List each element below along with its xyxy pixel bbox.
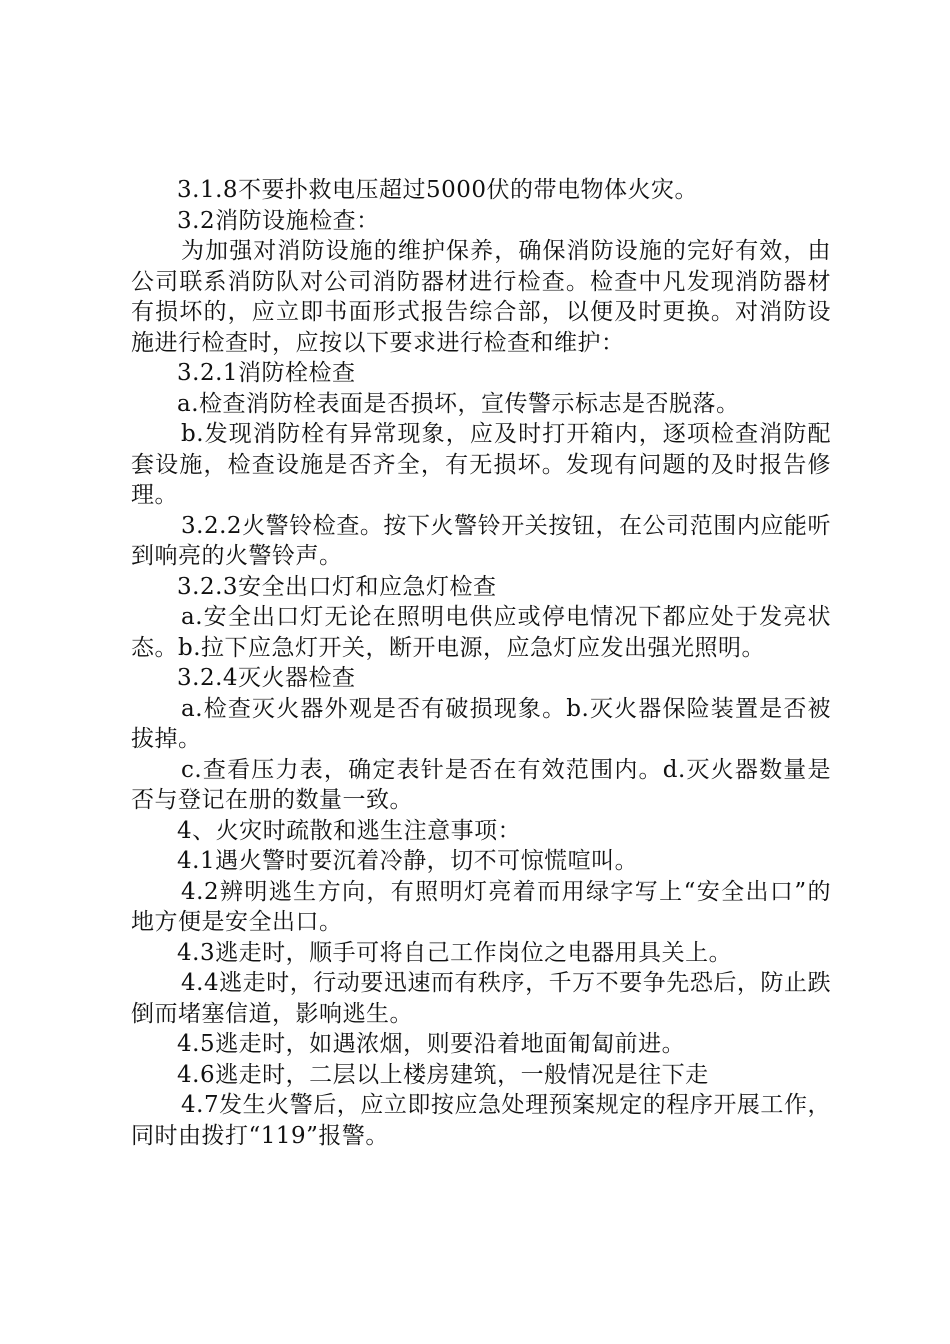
paragraph-4-6: 4.6逃走时，二层以上楼房建筑，一般情况是往下走	[177, 1061, 709, 1088]
paragraph-4-2: 4.2辨明逃生方向，有照明灯亮着而用绿字写上“安全出口”的地方便是安全出口。	[131, 878, 831, 935]
paragraph-3-2-3-ab: a.安全出口灯无论在照明电供应或停电情况下都应处于发亮状态。b.拉下应急灯开关，断开电源，应急灯应发出强光照明。	[131, 604, 831, 661]
paragraph-3-2-2: 3.2.2火警铃检查。按下火警铃开关按钮，在公司范围内应能听到响亮的火警铃声。	[131, 512, 831, 569]
heading-3-2: 3.2消防设施检查：	[177, 207, 380, 234]
paragraph-3-2-1-b: b.发现消防栓有异常现象，应及时打开箱内，逐项检查消防配套设施，检查设施是否齐全，有无损坏。发现有问题的及时报告修理。	[131, 421, 831, 508]
heading-3-2-1: 3.2.1消防栓检查	[177, 360, 356, 386]
paragraph-4-5: 4.5逃走时，如遇浓烟，则要沿着地面匍匐前进。	[177, 1031, 686, 1057]
paragraph-3-2-1-a: a.检查消防栓表面是否损坏，宣传警示标志是否脱落。	[177, 390, 740, 417]
paragraph-4-3: 4.3逃走时，顺手可将自己工作岗位之电器用具关上。	[177, 939, 733, 966]
paragraph-4-4: 4.4逃走时，行动要迅速而有秩序，千万不要争先恐后，防止跌倒而堵塞信道，影响逃生。	[131, 970, 831, 1027]
heading-3-2-4: 3.2.4灭火器检查	[177, 665, 356, 691]
paragraph-3-2-intro: 为加强对消防设施的维护保养，确保消防设施的完好有效，由公司联系消防队对公司消防器材进行检查。检查中凡发现消防器材有损坏的，应立即书面形式报告综合部，以便及时更换。对消防设施进行检查时，应按以下要求进行检查和维护：	[131, 238, 831, 356]
paragraph-3-2-4-cd: c.查看压力表，确定表针是否在有效范围内。d.灭火器数量是否与登记在册的数量一致。	[131, 756, 831, 813]
heading-3-2-3: 3.2.3安全出口灯和应急灯检查	[177, 573, 497, 600]
document-body	[131, 175, 831, 1151]
paragraph-4-1: 4.1遇火警时要沉着冷静，切不可惊慌喧叫。	[177, 848, 639, 874]
paragraph-4-7: 4.7发生火警后，应立即按应急处理预案规定的程序开展工作，同时由拨打“119”报警。	[131, 1092, 831, 1149]
paragraph-3-2-4-ab: a.检查灭火器外观是否有破损现象。b.灭火器保险装置是否被拔掉。	[131, 695, 831, 752]
paragraph-3-1-8: 3.1.8不要扑救电压超过5000伏的带电物体火灾。	[177, 177, 699, 203]
heading-4: 4、火灾时疏散和逃生注意事项：	[177, 817, 522, 844]
